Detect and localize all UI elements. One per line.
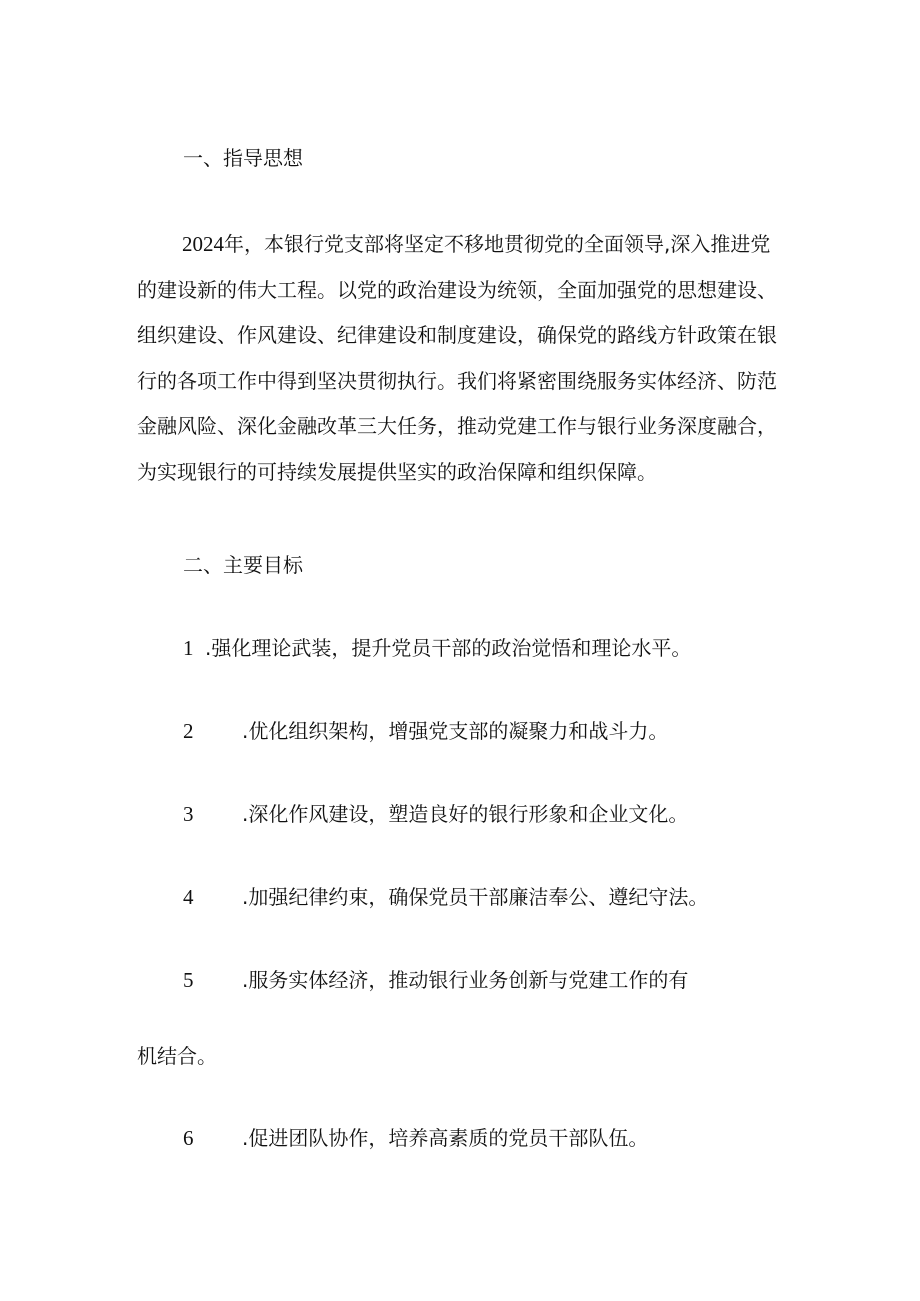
section-heading-guiding-ideology: 一、指导思想	[183, 146, 303, 170]
paragraph-line: 组织建设、作风建设、纪律建设和制度建设，确保党的路线方针政策在银	[137, 323, 777, 348]
goal-text: .加强纪律约束，确保党员干部廉洁奉公、遵纪守法。	[242, 885, 709, 909]
paragraph-line: 行的各项工作中得到坚决贯彻执行。我们将紧密围绕服务实体经济、防范	[137, 368, 777, 393]
paragraph-year: 2024	[182, 232, 224, 256]
goal-number: 4	[183, 885, 194, 909]
goal-text-continuation: 机结合。	[137, 1044, 217, 1068]
goal-text: .强化理论武装，提升党员干部的政治觉悟和理论水平。	[205, 636, 692, 660]
paragraph-line: 金融风险、深化金融改革三大任务，推动党建工作与银行业务深度融合，	[137, 414, 777, 439]
paragraph-line: 为实现银行的可持续发展提供坚实的政治保障和组织保障。	[137, 459, 657, 484]
goal-text: .深化作风建设，塑造良好的银行形象和企业文化。	[242, 802, 689, 826]
section-heading-main-goals: 二、主要目标	[183, 553, 303, 577]
goal-number: 5	[183, 968, 194, 992]
guiding-ideology-paragraph	[137, 222, 797, 496]
goal-text: .优化组织架构，增强党支部的凝聚力和战斗力。	[242, 719, 669, 743]
goal-text: .服务实体经济，推动银行业务创新与党建工作的有	[242, 968, 689, 992]
paragraph-line: 的建设新的伟大工程。以党的政治建设为统领，全面加强党的思想建设、	[137, 277, 777, 302]
paragraph-line	[137, 222, 797, 268]
goal-number: 2	[183, 719, 194, 743]
paragraph-line-1-text: 年，本银行党支部将坚定不移地贯彻党的全面领导,深入推进党	[224, 232, 771, 256]
goal-number: 3	[183, 802, 194, 826]
goal-number: 1	[183, 636, 194, 660]
goal-text: .促进团队协作，培养高素质的党员干部队伍。	[242, 1126, 649, 1150]
goal-number: 6	[183, 1126, 194, 1150]
